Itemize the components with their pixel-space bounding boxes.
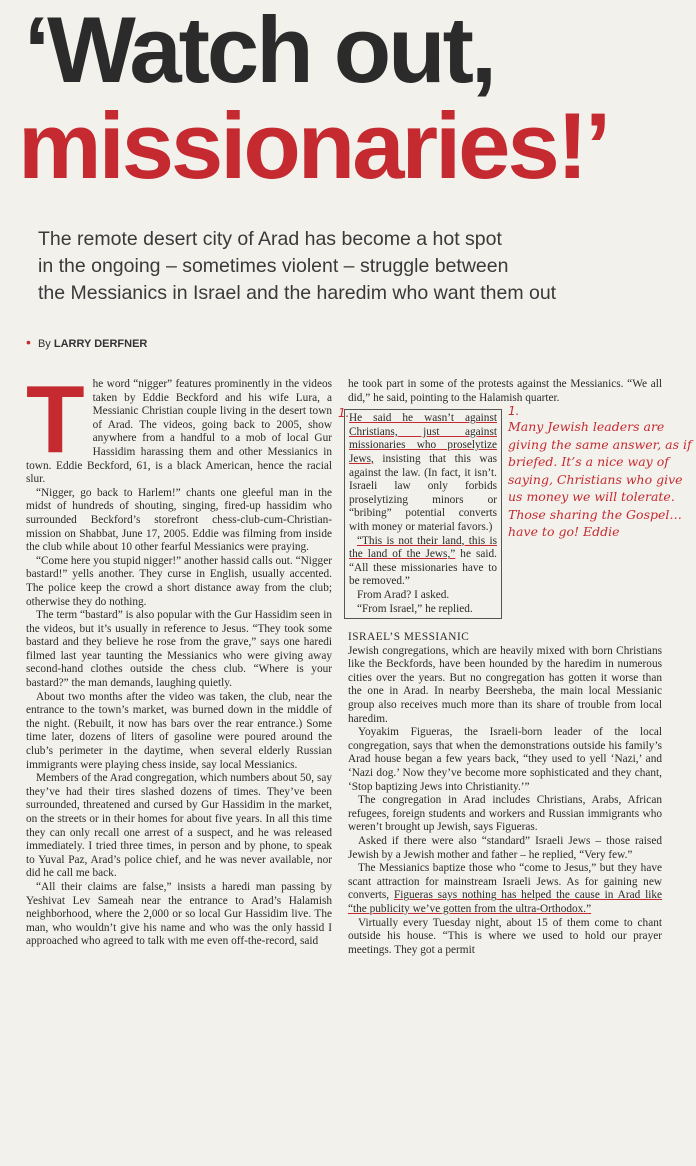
quote-text: “From Israel,” he replied.: [357, 602, 473, 615]
paragraph: The term “bastard” is also popular with the Gur Hassidim seen in the videos, but it’s usually in reference to Jesus. “They took some bastard and they believe he rose from the grave,” says one haredi filmed last year taunting the Messianics who were giving away second-hand clothes outside the chess club. “Where is your bastard?” the man demands, laughing quietly.: [26, 609, 332, 690]
underlined-quote: “This is not their land, this is the land of the Jews,”: [349, 534, 497, 561]
paragraph: “Come here you stupid nigger!” another hassid calls out. “Nigger bastard!” yells another. They curse in English, usually accented. The police keep the crowd a short distance away from the club; otherwise they do nothing.: [26, 554, 332, 608]
byline-author: LARRY DERFNER: [53, 338, 148, 350]
paragraph: The congregation in Arad includes Christians, Arabs, African refugees, foreign students and workers and Russian immigrants who weren’t brought up Jewish, says Figueras.: [348, 794, 662, 834]
paragraph: he word “nigger” features prominently in the videos taken by Eddie Beckford and his wife Lura, a Messianic Christian couple living in the desert town of Arad. The videos, going back to 2005, show anywhere from a handful to a mob of local Gur Hassidim harassing them and other Messianics in town. Eddie Beckford, 61, is a black American, hence the racial slur.: [26, 378, 332, 486]
handwritten-annotation: Many Jewish leaders are giving the same answer, as if briefed. It’s a nice way of saying, Christians who give us money we will tolerate. Those sharing the Gospel… have to go! Eddie: [508, 419, 692, 539]
deck: [38, 226, 658, 307]
paragraph: Jewish congregations, which are heavily mixed with born Christians like the Beckfords, have been hounded by the haredim in numerous cities over the years. But no congregation has gotten it worse than the one in Arad. In nearby Beersheba, the main local Messianic group also receives much more than its share of trouble from local haredim.: [348, 644, 662, 725]
article-column-1: [26, 366, 332, 949]
section-subhead: ISRAEL’S MESSIANIC: [348, 631, 470, 644]
highlighted-quote-box: [344, 409, 502, 619]
paragraph: Yoyakim Figueras, the Israeli-born leader of the local congregation, says that when the demonstrations outside his family’s Arad house began a few years back, “they used to yell ‘Nazi,’ and ‘Nazi dog.’ Now they’ve become more sophisticated and they chant, ‘Stop baptizing Jews into Christianity.’”: [348, 726, 662, 793]
quote-text: he said. “All these missionaries have to be removed.”: [349, 548, 497, 588]
paragraph: “All their claims are false,” insists a haredi man passing by Yeshivat Lev Sameah near the entrance to Arad’s Halamish neighborhood, where the 2,000 or so local Gur Hassidim live. The man, who wouldn’t give his name and who was the only hassid I approached who agreed to talk with me even off-the-record, said: [26, 880, 332, 948]
paragraph-text: The Messianics baptize those who “come to Jesus,” but they have scant attraction for mainstream Israeli Jews. As for gaining new converts,: [348, 862, 662, 902]
underlined-quote: Figueras says nothing has helped the cause in Arad like “the publicity we’ve gotten from the ultra-Orthodox.”: [348, 889, 663, 915]
paragraph: Asked if there were also “standard” Israeli Jews – those raised Jewish by a Jewish mother and father – he replied, “Very few.”: [348, 835, 662, 861]
paragraph: he took part in some of the protests against the Messianics. “We all did,” he said, pointing to the Halamish quarter.: [348, 378, 662, 404]
quote-text: From Arad? I asked.: [357, 588, 450, 601]
paragraph: Members of the Arad congregation, which numbers about 50, say they’ve had their tires slashed dozens of times. They’ve been surrounded, threatened and cursed by Gur Hassidim in the market, on the streets or in their homes for about five years. In all this time they can only recall one arrest of a suspect, and he was released immediately. I tried three times, in person and by phone, to speak to Yuval Paz, Arad’s police chief, and he was never available, nor did he call me back.: [26, 772, 332, 880]
byline-prefix: By: [37, 338, 51, 350]
annotation-marker: 1.: [338, 406, 350, 420]
quote-text: insisting that this was against the law. (In fact, it isn’t. Israeli law only forbids proselytizing minors or “bribing” potential converts with money or material favors.): [349, 452, 497, 533]
annotation-marker: 1.: [508, 404, 520, 418]
deck-line: The remote desert city of Arad has become a hot spot: [38, 228, 502, 250]
deck-line: the Messianics in Israel and the haredim who want them out: [38, 282, 557, 304]
underlined-quote: He said he wasn’t against Christians, just against missionaries who proselytize Jews,: [349, 412, 497, 465]
headline: [18, 0, 684, 198]
bullet-icon: •: [26, 334, 31, 350]
byline: [26, 334, 147, 350]
drop-cap: T: [26, 366, 85, 473]
paragraph: “Nigger, go back to Harlem!” chants one gleeful man in the midst of hundreds of shouting, singing, fired-up hassidim who surrounded Beckford’s storefront chess-club-cum-Christian-mission on Shabbat, June 17, 2005. Eddie was filming from inside the club while about 10 other fearful Messianics were praying.: [26, 486, 332, 554]
headline-line-1: ‘Watch out,: [24, 0, 495, 102]
paragraph: Virtually every Tuesday night, about 15 of them come to chant outside his house. “This is where we used to hold our prayer meetings. They got a permit: [348, 916, 662, 956]
headline-line-2: missionaries!’: [18, 93, 609, 198]
deck-line: in the ongoing – sometimes violent – struggle between: [38, 255, 509, 277]
paragraph: About two months after the video was taken, the club, near the entrance to the town’s market, was burned down in the middle of the night. (Rebuilt, it now has bars over the rear entrance.) Some time later, dozens of liters of gasoline were poured around the club’s perimeter in the daytime, when several elderly Russian immigrants were playing chess inside, say local Messianics.: [26, 690, 332, 771]
